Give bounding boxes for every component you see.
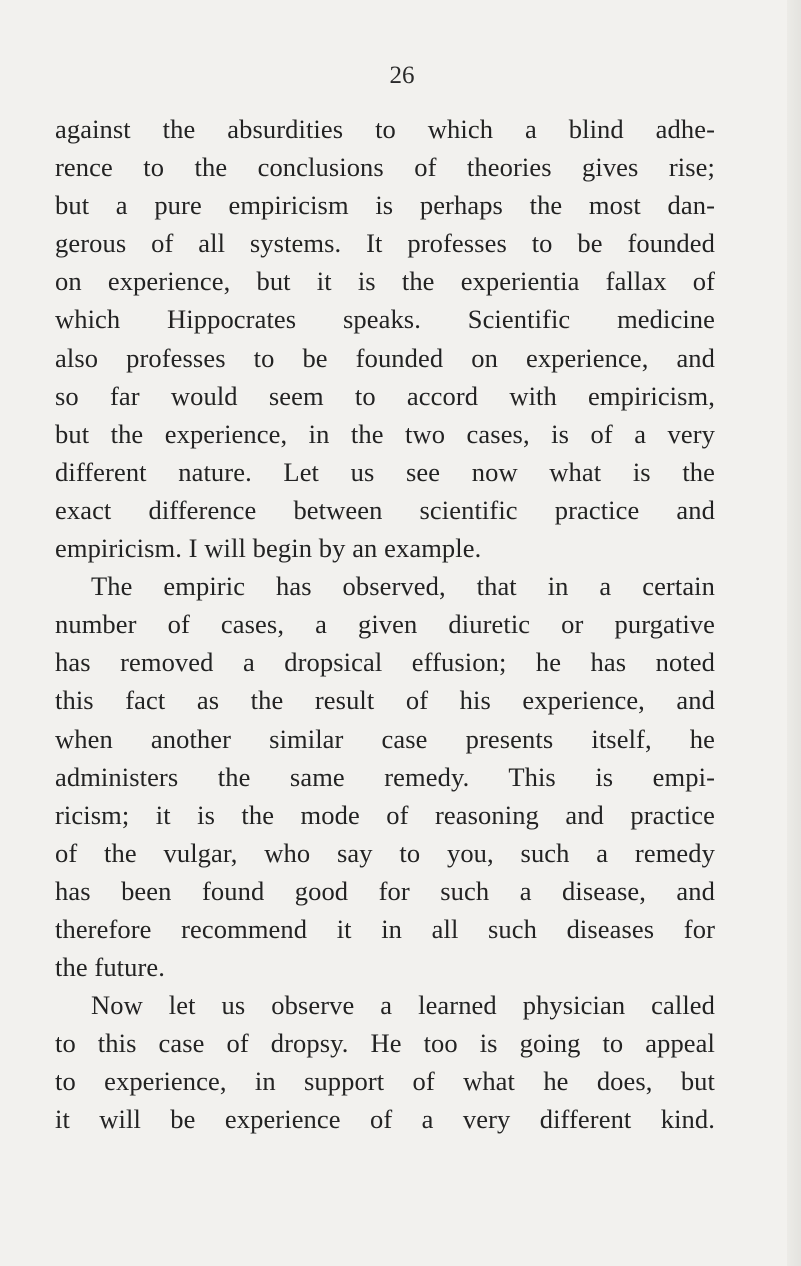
- page-number: 26: [389, 62, 415, 89]
- text-line: number of cases, a given diuretic or purgative: [55, 609, 715, 640]
- text-line: against the absurdities to which a blind adhe-: [55, 114, 715, 144]
- text-line: which Hippocrates speaks. Scientific medicine: [55, 304, 715, 335]
- text-line: empiricism. I will begin by an example.: [55, 533, 482, 564]
- text-line: exact difference between scientific practice and: [55, 494, 715, 525]
- page-edge: [787, 0, 801, 1266]
- body-text: [55, 110, 715, 1139]
- text-line: but a pure empiricism is perhaps the most dan-: [55, 190, 715, 221]
- text-line: this fact as the result of his experience, and: [55, 685, 715, 716]
- text-line: to experience, in support of what he does, but: [55, 1066, 715, 1097]
- text-line: different nature. Let us see now what is the: [55, 456, 715, 487]
- text-line: when another similar case presents itself, he: [55, 723, 715, 754]
- text-line: therefore recommend it in all such diseases for: [55, 913, 715, 944]
- text-line: but the experience, in the two cases, is of a very: [55, 418, 715, 449]
- text-line: it will be experience of a very different kind.: [55, 1104, 715, 1135]
- text-line: the future.: [55, 952, 165, 983]
- text-line: of the vulgar, who say to you, such a remedy: [55, 837, 715, 868]
- text-line: ricism; it is the mode of reasoning and practice: [55, 799, 715, 830]
- text-line: also professes to be founded on experience, and: [55, 342, 715, 373]
- text-line: to this case of dropsy. He too is going to appeal: [55, 1028, 715, 1059]
- text-line: has been found good for such a disease, and: [55, 875, 715, 906]
- text-line: gerous of all systems. It professes to be founded: [55, 228, 715, 259]
- text-line: on experience, but it is the experientia fallax of: [55, 266, 715, 297]
- text-line: rence to the conclusions of theories gives rise;: [55, 152, 715, 183]
- text-line: has removed a dropsical effusion; he has noted: [55, 647, 715, 678]
- paragraph-start-line: The empiric has observed, that in a certain: [91, 571, 715, 602]
- paragraph-start-line: Now let us observe a learned physician called: [91, 990, 715, 1021]
- text-line: administers the same remedy. This is empi-: [55, 761, 715, 792]
- text-line: so far would seem to accord with empiricism,: [55, 380, 715, 411]
